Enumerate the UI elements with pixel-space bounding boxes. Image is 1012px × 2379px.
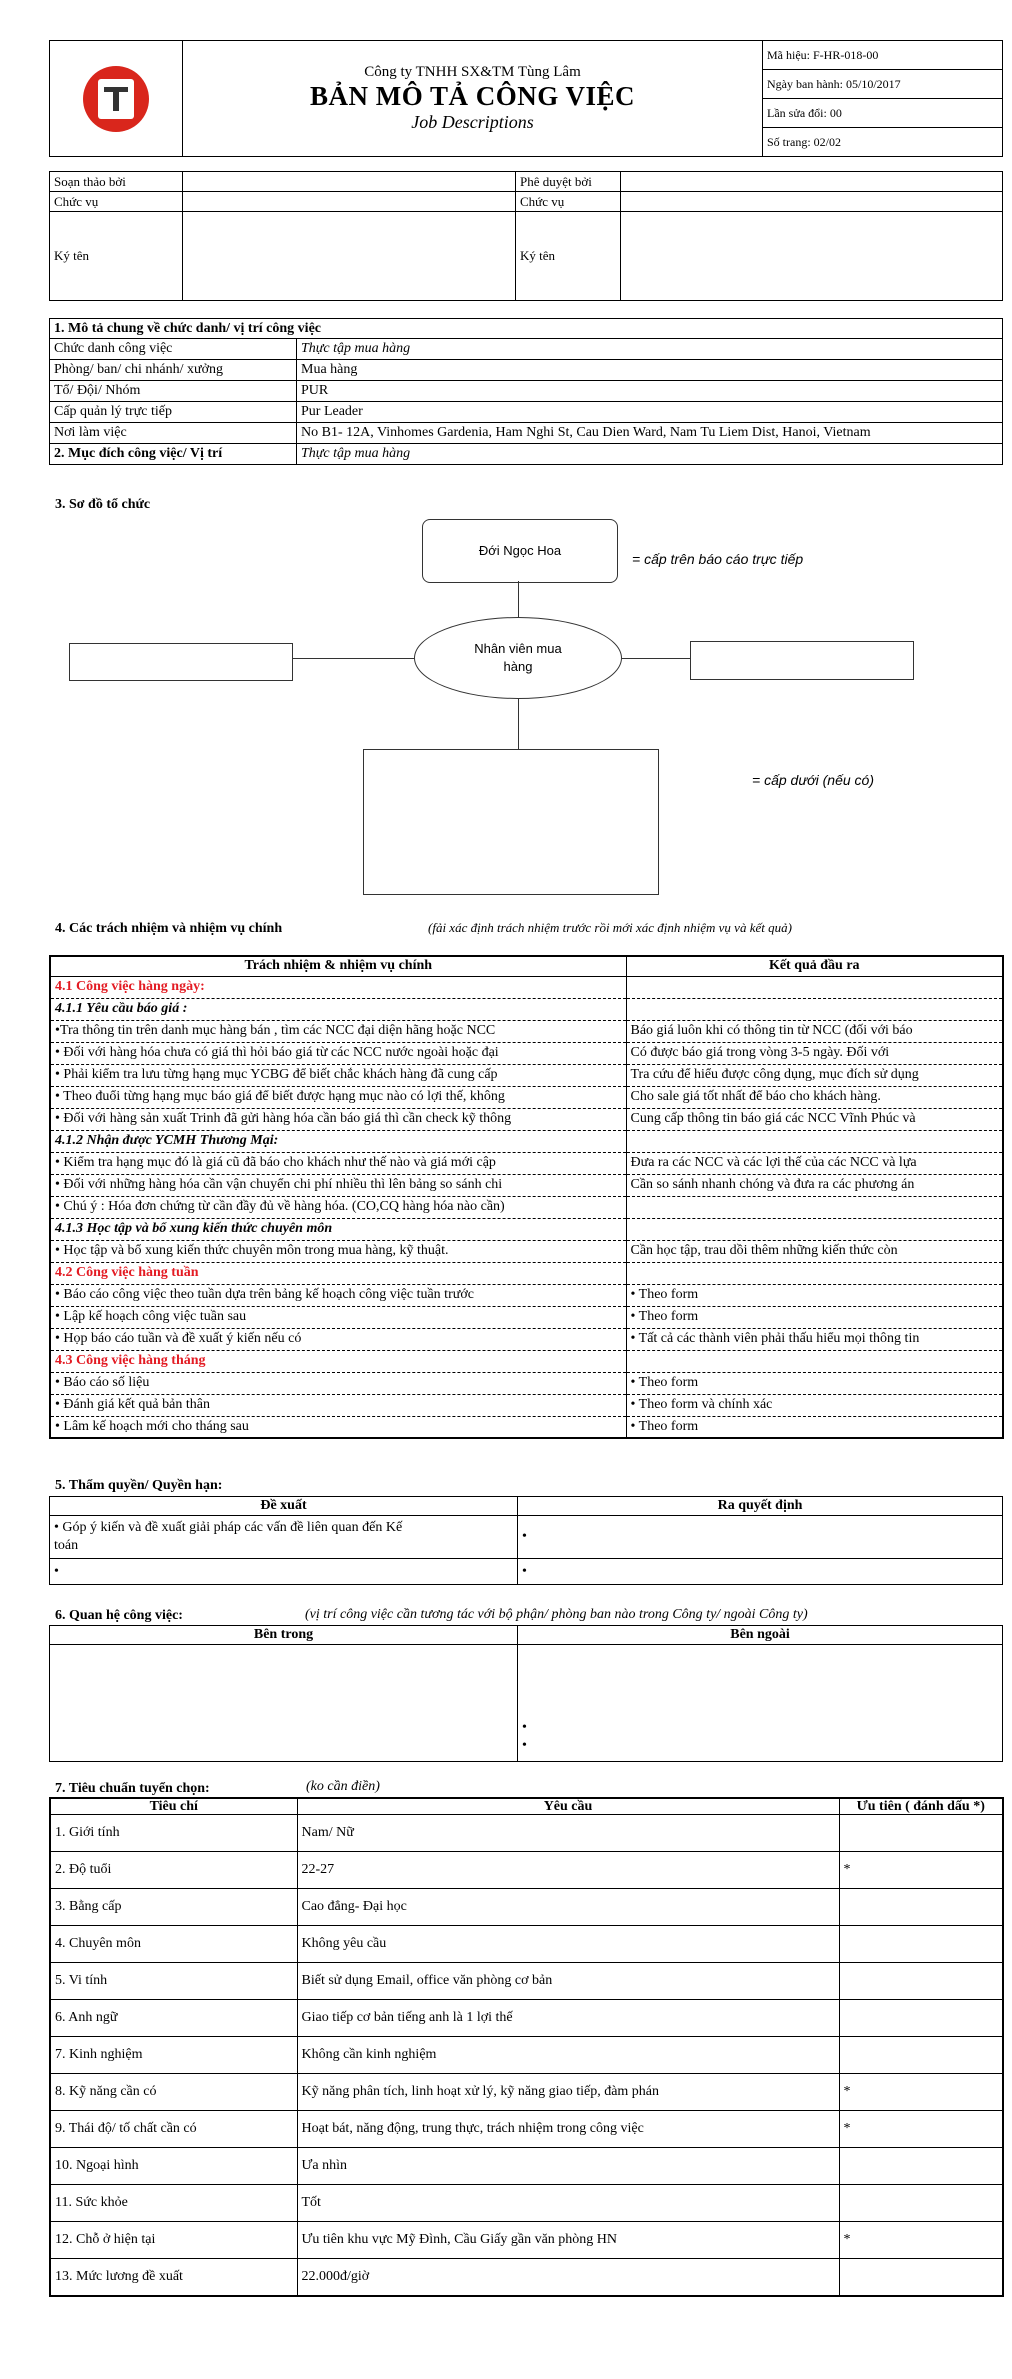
section7-row [50, 1889, 1003, 1926]
section7-priority[interactable] [839, 2037, 1003, 2074]
revision: Lần sửa đổi: 00 [763, 99, 1003, 128]
section7-criterion: 12. Chỗ ở hiện tại [50, 2222, 297, 2259]
section4-task: •Tra thông tin trên danh mục hàng bán , tìm các NCC đại diện hãng hoặc NCC [50, 1020, 626, 1042]
section4-task: • Đối với hàng sản xuất Trinh đã gửi hàng hóa cần báo giá thì cần check kỹ thông [50, 1108, 626, 1130]
approved-by-field[interactable] [621, 172, 1003, 192]
section1-row-label: Phòng/ ban/ chi nhánh/ xưởng [50, 360, 297, 381]
section4-task: • Báo cáo công việc theo tuần dựa trên bảng kế hoạch công việc tuần trước [50, 1284, 626, 1306]
section4-task: • Chú ý : Hóa đơn chứng từ cần đầy đủ về hàng hóa. (CO,CQ hàng hóa nào cần) [50, 1196, 626, 1218]
section4-task: • Lập kế hoạch công việc tuần sau [50, 1306, 626, 1328]
section4-result: • Theo form [626, 1372, 1003, 1394]
section4-task: • Đối với những hàng hóa cần vận chuyển chi phí nhiều thì lên bảng so sánh chi [50, 1174, 626, 1196]
page-number: Số trang: 02/02 [763, 128, 1003, 157]
section6-note: (vị trí công việc cần tương tác với bộ phận/ phòng ban nào trong Công ty/ ngoài Công ty) [305, 1607, 808, 1622]
section5-col2-header: Ra quyết định [518, 1497, 1003, 1516]
section1-row-value: No B1- 12A, Vinhomes Gardenia, Ham Nghi St, Cau Dien Ward, Nam Tu Liem Dist, Hanoi, Vietnam [297, 423, 1003, 444]
section1-row-value: Mua hàng [297, 360, 1003, 381]
section6-external-bullet-1: • [522, 1720, 527, 1735]
section4-row [50, 1306, 1003, 1328]
section7-criterion: 8. Kỹ năng cần có [50, 2074, 297, 2111]
section4-task: • Phải kiểm tra lưu từng hạng mục YCBG để biết chắc khách hàng đã cung cấp [50, 1064, 626, 1086]
section7-criterion: 11. Sức khỏe [50, 2185, 297, 2222]
section4-task: • Học tập và bổ xung kiến thức chuyên môn trong mua hàng, kỹ thuật. [50, 1240, 626, 1262]
section6-table [49, 1625, 1003, 1762]
section4-row [50, 1284, 1003, 1306]
section7-requirement: Hoạt bát, năng động, trung thực, trách nhiệm trong công việc [297, 2111, 839, 2148]
section7-requirement: Cao đẳng- Đại học [297, 1889, 839, 1926]
section4-col2-header: Kết quả đầu ra [626, 956, 1003, 976]
section1-row-label: Nơi làm việc [50, 423, 297, 444]
org-left-box [69, 643, 293, 681]
org-top-box [422, 519, 618, 583]
section1-row [50, 381, 1003, 402]
section6-internal-cell [50, 1645, 518, 1762]
section7-criterion: 6. Anh ngữ [50, 2000, 297, 2037]
section1-row [50, 360, 1003, 381]
org-connector-right [622, 658, 690, 659]
section4-result [626, 1218, 1003, 1240]
section6-title: 6. Quan hệ công việc: [55, 1608, 183, 1623]
section4-task: • Lâm kế hoạch mới cho tháng sau [50, 1416, 626, 1438]
section4-note: (fải xác định trách nhiệm trước rồi mới xác định nhiệm vụ và kết quả) [428, 920, 792, 935]
section7-requirement: 22.000đ/giờ [297, 2259, 839, 2296]
section7-criterion: 3. Bằng cấp [50, 1889, 297, 1926]
section1-row-value: Thực tập mua hàng [297, 339, 1003, 360]
section5-proposal-1-line2: toán [54, 1538, 79, 1553]
section7-requirement: Giao tiếp cơ bản tiếng anh là 1 lợi thế [297, 2000, 839, 2037]
section4-task: • Họp báo cáo tuần và đề xuất ý kiến nếu có [50, 1328, 626, 1350]
section7-row [50, 2148, 1003, 2185]
section7-criterion: 7. Kinh nghiệm [50, 2037, 297, 2074]
section7-row [50, 2037, 1003, 2074]
section7-col2-header: Yêu cầu [297, 1798, 839, 1815]
section4-row [50, 1262, 1003, 1284]
section4-result: • Theo form và chính xác [626, 1394, 1003, 1416]
company-logo [83, 66, 149, 132]
section4-row [50, 1174, 1003, 1196]
section6-col2-header: Bên ngoài [518, 1626, 1003, 1645]
section4-col1-header: Trách nhiệm & nhiệm vụ chính [50, 956, 626, 976]
section7-criterion: 10. Ngoại hình [50, 2148, 297, 2185]
section4-title: 4. Các trách nhiệm và nhiệm vụ chính [55, 921, 283, 936]
section4-task: • Đối với hàng hóa chưa có giá thì hỏi báo giá từ các NCC nước ngoài hoặc đại [50, 1042, 626, 1064]
section1-table [49, 318, 1003, 465]
org-bottom-box [363, 749, 659, 895]
section6-external-cell [518, 1645, 1003, 1762]
section4-task: 4.2 Công việc hàng tuần [50, 1262, 626, 1284]
section4-row [50, 1328, 1003, 1350]
section7-requirement: Ưa nhìn [297, 2148, 839, 2185]
section4-row [50, 1218, 1003, 1240]
document-subtitle: Job Descriptions [411, 112, 534, 132]
section4-result: • Tất cả các thành viên phải thấu hiểu mọi thông tin [626, 1328, 1003, 1350]
org-bottom-note: = cấp dưới (nếu có) [752, 772, 875, 788]
section5-proposal-1 [50, 1516, 518, 1559]
section1-row-value: Pur Leader [297, 402, 1003, 423]
company-name: Công ty TNHH SX&TM Tùng Lâm [364, 64, 581, 80]
section2-value: Thực tập mua hàng [297, 444, 1003, 465]
section4-row [50, 1086, 1003, 1108]
prepared-by-label: Soạn thảo bởi [50, 172, 183, 192]
org-right-box [690, 641, 914, 680]
section3-title: 3. Sơ đồ tổ chức [55, 497, 151, 512]
section1-title: 1. Mô tả chung về chức danh/ vị trí công việc [50, 319, 1003, 339]
section7-col3-header: Ưu tiên ( đánh dấu *) [839, 1798, 1003, 1815]
section6-col1-header: Bên trong [50, 1626, 518, 1645]
section7-requirement: Kỹ năng phân tích, linh hoạt xử lý, kỹ năng giao tiếp, đàm phán [297, 2074, 839, 2111]
section7-criterion: 1. Giới tính [50, 1815, 297, 1852]
section7-row [50, 2111, 1003, 2148]
section7-row [50, 2074, 1003, 2111]
section7-row [50, 1926, 1003, 1963]
section7-requirement: Không yêu cầu [297, 1926, 839, 1963]
section7-row [50, 2222, 1003, 2259]
section7-criterion: 5. Vi tính [50, 1963, 297, 2000]
section7-priority[interactable] [839, 2000, 1003, 2037]
section7-requirement: Biết sử dụng Email, office văn phòng cơ bản [297, 1963, 839, 2000]
section4-result: Đưa ra các NCC và các lợi thế của các NCC và lựa [626, 1152, 1003, 1174]
section1-row-label: Cấp quản lý trực tiếp [50, 402, 297, 423]
signature-field-left[interactable] [183, 212, 516, 301]
section7-row [50, 1815, 1003, 1852]
section5-proposal-1-line1: • Góp ý kiến và đề xuất giải pháp các vấn đề liên quan đến Kế [54, 1520, 403, 1535]
document-title: BẢN MÔ TẢ CÔNG VIỆC [309, 81, 636, 111]
section7-priority[interactable]: * [839, 2074, 1003, 2111]
title-cell [183, 41, 763, 157]
section4-task: • Kiểm tra hạng mục đó là giá cũ đã báo cho khách như thế nào và giá mới cập [50, 1152, 626, 1174]
section7-priority[interactable]: * [839, 2222, 1003, 2259]
section4-result: • Theo form [626, 1416, 1003, 1438]
section4-task: 4.1.2 Nhận được YCMH Thương Mại: [50, 1130, 626, 1152]
section4-task: • Theo đuổi từng hạng mục báo giá để biết được hạng mục nào có lợi thế, không [50, 1086, 626, 1108]
section4-row [50, 1196, 1003, 1218]
logo-cell [50, 41, 183, 157]
signature-field-right[interactable] [621, 212, 1003, 301]
org-center-node [414, 617, 622, 699]
section7-row [50, 2000, 1003, 2037]
section7-table [49, 1797, 1004, 2297]
org-connector-bottom [518, 699, 519, 749]
section4-task: 4.1 Công việc hàng ngày: [50, 976, 626, 998]
section7-requirement: Ưu tiên khu vực Mỹ Đình, Cầu Giấy gần văn phòng HN [297, 2222, 839, 2259]
section7-priority[interactable]: * [839, 1852, 1003, 1889]
section7-priority[interactable]: * [839, 2111, 1003, 2148]
section4-result [626, 1130, 1003, 1152]
doc-code: Mã hiệu: F-HR-018-00 [763, 41, 1003, 70]
section4-result: Tra cứu để hiểu được công dụng, mục đích sử dụng [626, 1064, 1003, 1086]
section4-result: Cần học tập, trau dồi thêm những kiến thức còn [626, 1240, 1003, 1262]
section4-row [50, 1064, 1003, 1086]
section5-decision-2: • [518, 1559, 1003, 1585]
section7-row [50, 2259, 1003, 2296]
section2-title: 2. Mục đích công việc/ Vị trí [50, 444, 297, 465]
section5-decision-1: • [518, 1516, 1003, 1559]
section7-row [50, 2185, 1003, 2222]
signature-label-right: Ký tên [516, 212, 621, 301]
section4-result: Cần so sánh nhanh chóng và đưa ra các phương án [626, 1174, 1003, 1196]
section7-requirement: Không cần kinh nghiệm [297, 2037, 839, 2074]
section1-row-label: Tổ/ Đội/ Nhóm [50, 381, 297, 402]
position-field-left[interactable] [183, 192, 516, 212]
section7-requirement: Nam/ Nữ [297, 1815, 839, 1852]
section4-result [626, 1262, 1003, 1284]
section4-task: • Đánh giá kết quả bản thân [50, 1394, 626, 1416]
position-field-right[interactable] [621, 192, 1003, 212]
section1-row [50, 339, 1003, 360]
signature-label-left: Ký tên [50, 212, 183, 301]
section4-result [626, 1350, 1003, 1372]
section7-criterion: 13. Mức lương đề xuất [50, 2259, 297, 2296]
section7-priority[interactable] [839, 1889, 1003, 1926]
section4-row [50, 1372, 1003, 1394]
section7-priority[interactable] [839, 2185, 1003, 2222]
section7-requirement: Tốt [297, 2185, 839, 2222]
section7-criterion: 9. Thái độ/ tố chất cần có [50, 2111, 297, 2148]
section7-priority[interactable] [839, 1926, 1003, 1963]
section7-priority[interactable] [839, 1963, 1003, 2000]
org-connector-top [518, 581, 519, 618]
section4-result: Có được báo giá trong vòng 3-5 ngày. Đối với [626, 1042, 1003, 1064]
org-center-node-label-1: Nhân viên mua [474, 641, 562, 656]
section4-task: 4.1.1 Yêu cầu báo giá : [50, 998, 626, 1020]
section4-row [50, 1394, 1003, 1416]
section4-task: 4.1.3 Học tập và bổ xung kiến thức chuyên môn [50, 1218, 626, 1240]
section4-result [626, 976, 1003, 998]
section4-result [626, 1196, 1003, 1218]
section1-row-label: Chức danh công việc [50, 339, 297, 360]
section4-row [50, 998, 1003, 1020]
section4-row [50, 1152, 1003, 1174]
section6-external-bullet-2: • [522, 1738, 527, 1753]
section4-result [626, 998, 1003, 1020]
section4-result: Cung cấp thông tin báo giá các NCC Vĩnh Phúc và [626, 1108, 1003, 1130]
section4-task: 4.3 Công việc hàng tháng [50, 1350, 626, 1372]
section4-row [50, 1350, 1003, 1372]
position-label-left: Chức vụ [50, 192, 183, 212]
section7-criterion: 4. Chuyên môn [50, 1926, 297, 1963]
section7-note: (ko cần điền) [306, 1779, 380, 1794]
org-top-note: = cấp trên báo cáo trực tiếp [632, 551, 804, 567]
section4-table [49, 955, 1004, 1439]
section4-row [50, 1240, 1003, 1262]
section1-row [50, 423, 1003, 444]
section4-row [50, 1130, 1003, 1152]
section5-proposal-2: • [50, 1559, 518, 1585]
section4-result: Cho sale giá tốt nhất để báo cho khách hàng. [626, 1086, 1003, 1108]
issue-date: Ngày ban hành: 05/10/2017 [763, 70, 1003, 99]
org-center-node-label-2: hàng [503, 659, 533, 674]
section7-title: 7. Tiêu chuẩn tuyển chọn: [55, 1781, 210, 1796]
section7-priority[interactable] [839, 2148, 1003, 2185]
section4-result: • Theo form [626, 1306, 1003, 1328]
section4-row [50, 1042, 1003, 1064]
section4-row [50, 1416, 1003, 1438]
section7-row [50, 1963, 1003, 2000]
section5-table [49, 1496, 1003, 1585]
prepared-by-field[interactable] [183, 172, 516, 192]
section4-row [50, 1108, 1003, 1130]
section7-requirement: 22-27 [297, 1852, 839, 1889]
header-table [49, 40, 1003, 157]
section4-result: Báo giá luôn khi có thông tin từ NCC (đối với báo [626, 1020, 1003, 1042]
signature-table [49, 171, 1003, 301]
section7-criterion: 2. Độ tuổi [50, 1852, 297, 1889]
section4-row [50, 1020, 1003, 1042]
section7-col1-header: Tiêu chí [50, 1798, 297, 1815]
approved-by-label: Phê duyệt bởi [516, 172, 621, 192]
section1-row [50, 402, 1003, 423]
section4-task: • Báo cáo số liệu [50, 1372, 626, 1394]
section7-priority[interactable] [839, 2259, 1003, 2296]
position-label-right: Chức vụ [516, 192, 621, 212]
section5-title: 5. Thẩm quyền/ Quyền hạn: [55, 1478, 223, 1493]
section5-col1-header: Đề xuất [50, 1497, 518, 1516]
section7-priority[interactable] [839, 1815, 1003, 1852]
section1-row-value: PUR [297, 381, 1003, 402]
section4-result: • Theo form [626, 1284, 1003, 1306]
section7-row [50, 1852, 1003, 1889]
section4-row [50, 976, 1003, 998]
org-top-box-label: Đới Ngọc Hoa [478, 543, 562, 558]
